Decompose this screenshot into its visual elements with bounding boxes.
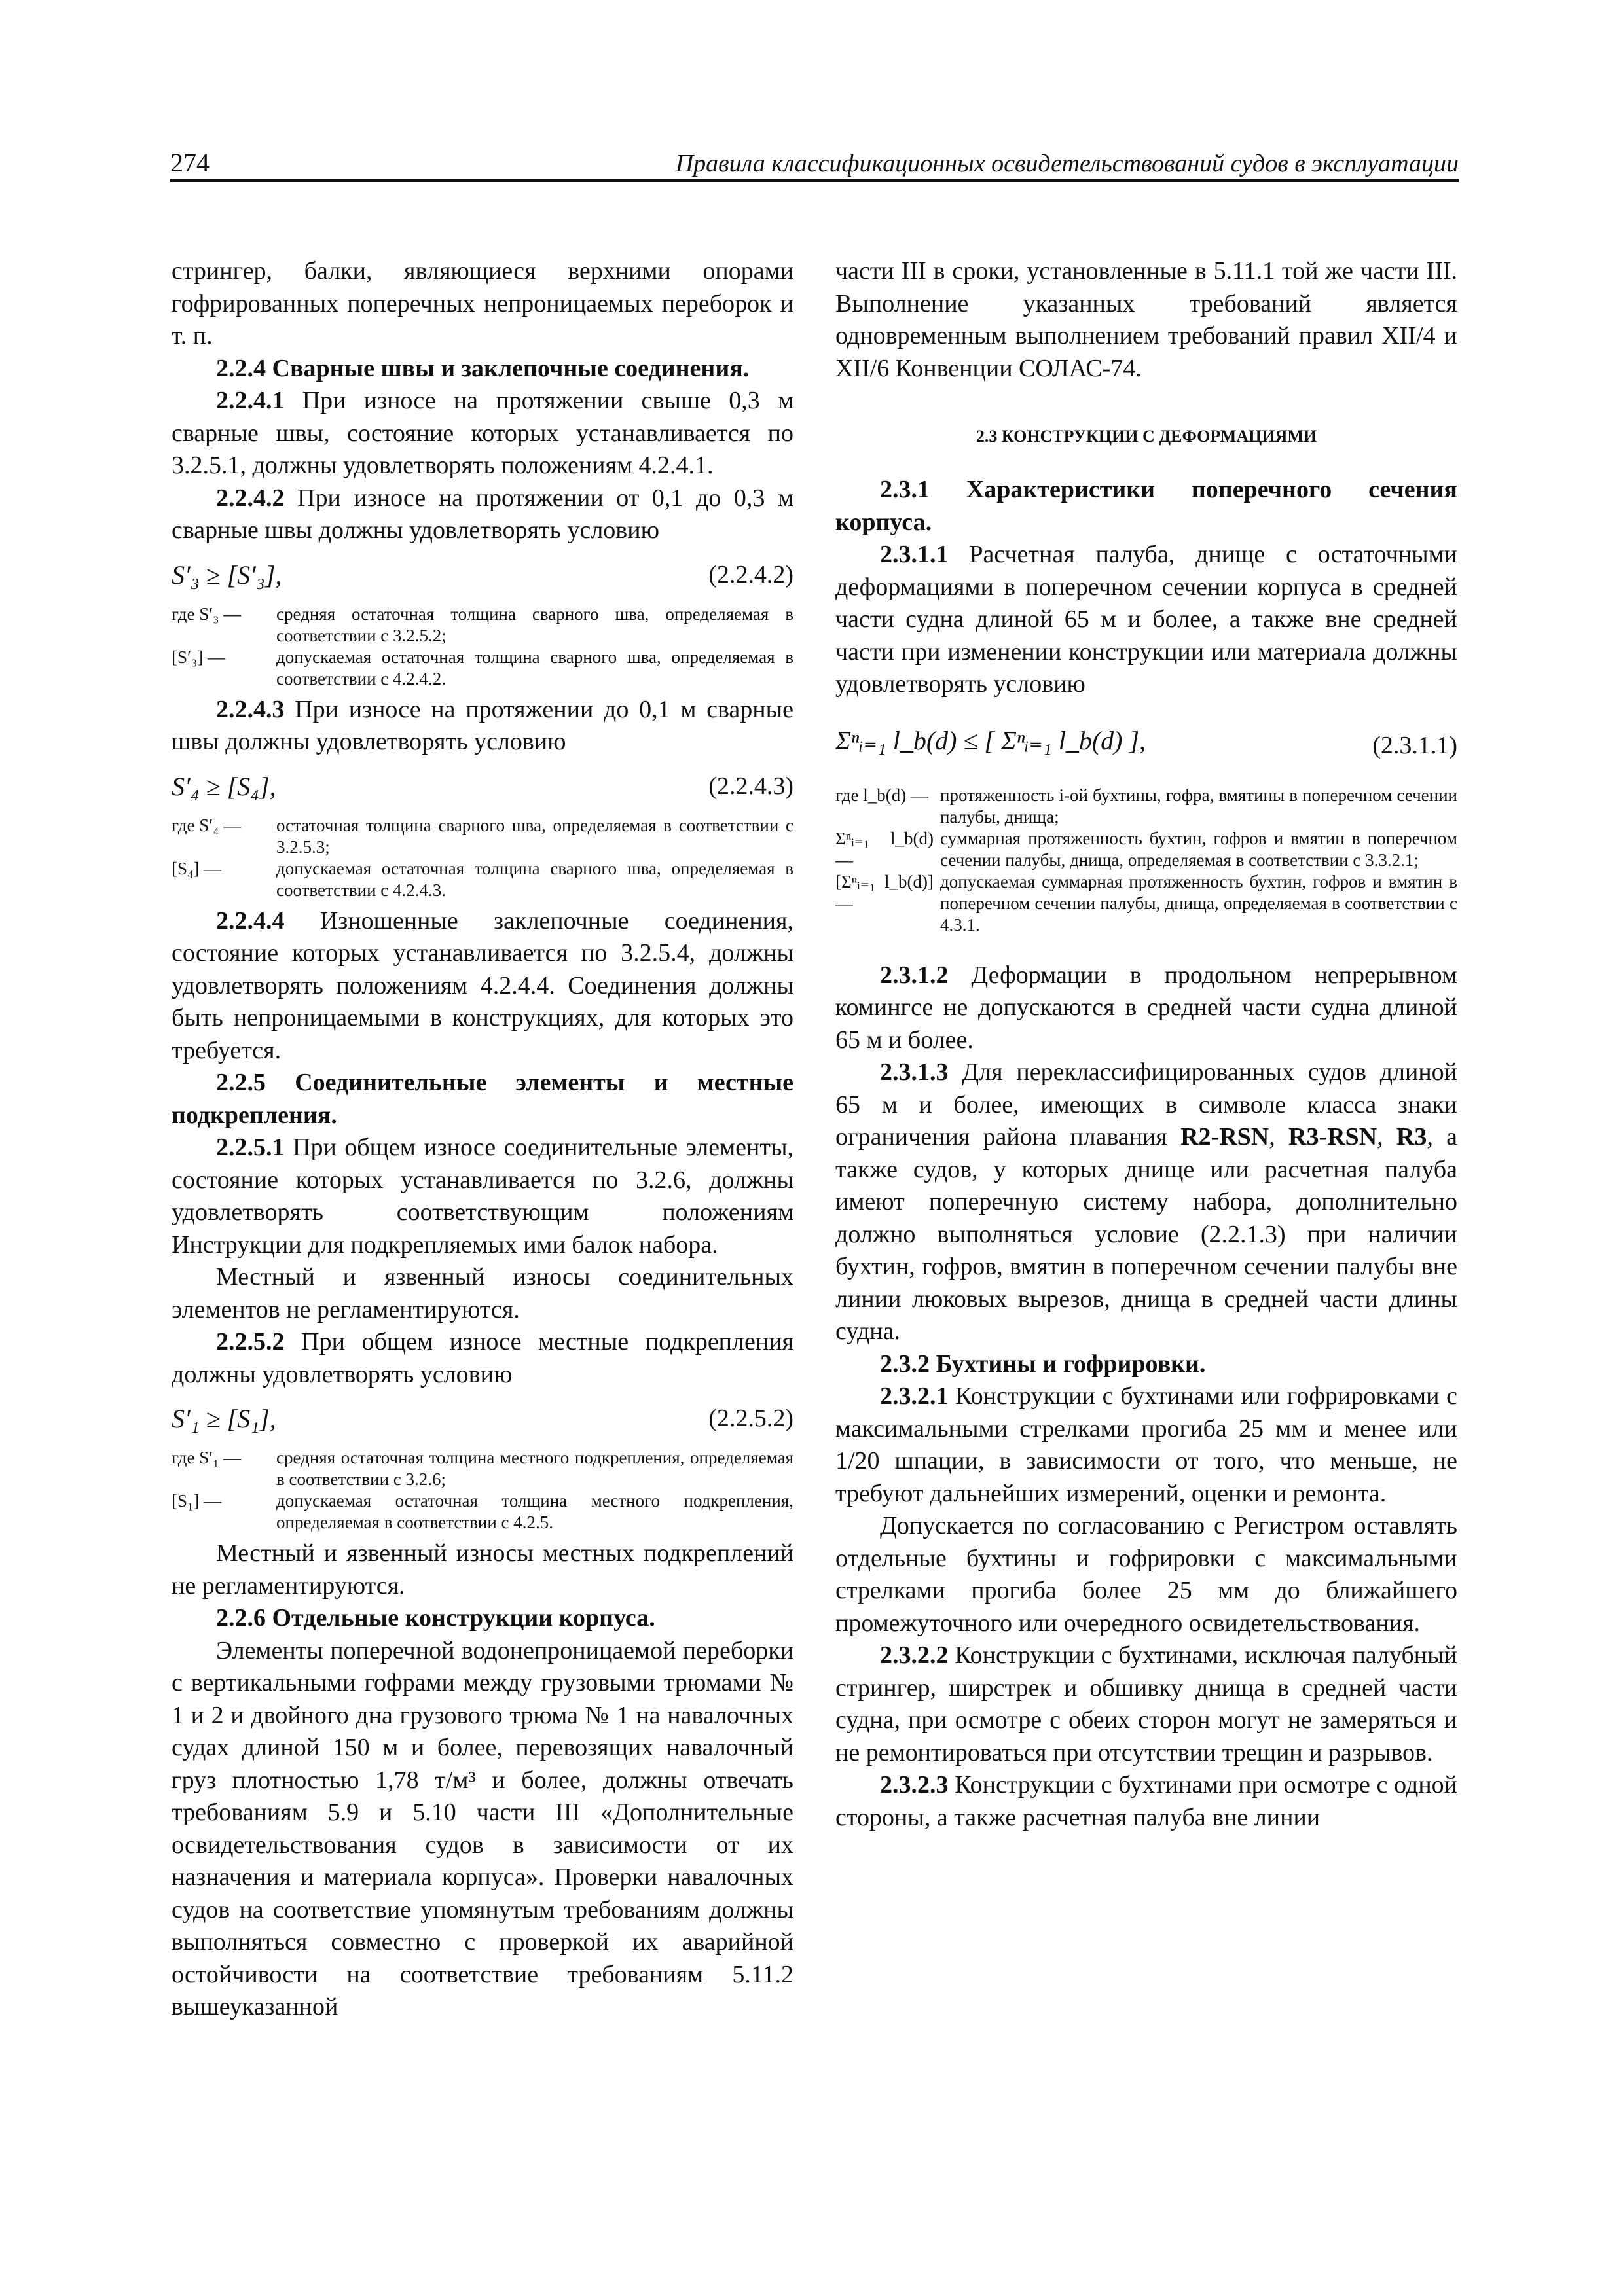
where-text: средняя остаточная толщина сварного шва, определяемая в соответствии с 3.2.5.2; — [276, 603, 793, 645]
where-text: остаточная толщина сварного шва, определяемая в соответствии с 3.2.5.3; — [276, 815, 793, 857]
right-column — [835, 255, 1457, 1834]
paragraph: Допускается по согласованию с Регистром оставлять отдельные бухтины и гофрировки с максимальными стрелками прогиба более 25 мм до ближайшего промежуточного или очередного освидетельствования. — [835, 1512, 1457, 1637]
heading-2-2-4: 2.2.4 Сварные швы и заклепочные соединения. — [216, 354, 750, 382]
where-block — [835, 785, 1457, 936]
where-block — [172, 815, 793, 901]
clause-2-2-4-2: 2.2.4.2 При износе на протяжении от 0,1 до 0,3 м сварные швы должны удовлетворять условию — [172, 484, 794, 544]
paragraph: части III в сроки, установленные в 5.11.1 той же части III. Выполнение указанных требований является одновременным выполнением требований правил XII/4 и XII/6 Конвенции СОЛАС-74. — [835, 257, 1457, 382]
where-symbol: где S′₃ — — [172, 603, 242, 624]
where-symbol: [S₄] — — [172, 858, 222, 878]
paragraph: стрингер, балки, являющиеся верхними опорами гофрированных поперечных непроницаемых переборок и т. п. — [172, 257, 793, 350]
where-text: допускаемая суммарная протяженность бухтин, гофров и вмятин в поперечном сечении палубы, днища, определяемая в соответствии с 4.3.1. — [940, 871, 1457, 935]
where-text: средняя остаточная толщина местного подкрепления, определяемая в соответствии с 3.2.6; — [276, 1448, 793, 1489]
formula-expression: S′₁ ≥ [S₁], — [172, 1404, 276, 1433]
formula-2-2-4-3 — [172, 764, 793, 811]
paragraph: Элементы поперечной водонепроницаемой переборки с вертикальными гофрами между грузовыми трюмами № 1 и 2 и двойного дна грузового трюма № 1 на навалочных судах длиной 150 м и более, перевозящих навалочный груз плотностью 1,78 т/м³ и более, должны отвечать требованиям 5.9 и 5.10 части III «Дополнительные освидетельствования судов в зависимости от их назначения и материала корпуса». Проверки навалочных судов на соответствие упомянутым требованиям должны выполняться совместно с проверкой их аварийной остойчивости на соответствие требованиям 5.11.2 вышеуказанной — [172, 1636, 793, 2020]
running-title: Правила классификационных освидетельствований судов в эксплуатации — [675, 150, 1459, 177]
section-title-2-3: 2.3 КОНСТРУКЦИИ С ДЕФОРМАЦИЯМИ — [976, 427, 1317, 446]
where-symbol: [Σⁿᵢ₌₁ l_b(d)] — — [835, 871, 934, 913]
where-text: суммарная протяженность бухтин, гофров и вмятин в поперечном сечении палубы, днища, определяемая в соответствии с 3.3.2.1; — [940, 828, 1457, 870]
clause-2-3-1-3: 2.3.1.3 Для переклассифицированных судов длиной 65 м и более, имеющих в символе класса знаки ограничения района плавания R2-RSN, R3-RSN, R3, а также судов, у которых днище или расчетная палуба имеют поперечную систему набора, дополнительно должно выполняться условие (2.2.1.3) при наличии бухтин, гофров, вмятин в поперечном сечении палубы вне линии люковых вырезов, днища в средней части длины судна. — [835, 1058, 1458, 1345]
formula-expression: S′₄ ≥ [S₄], — [172, 771, 276, 801]
formula-number: (2.2.5.2) — [708, 1405, 793, 1432]
heading-2-2-6: 2.2.6 Отдельные конструкции корпуса. — [216, 1604, 655, 1632]
paragraph: Местный и язвенный износы местных подкреплений не регламентируются. — [172, 1539, 793, 1600]
clause-2-3-2-3: 2.3.2.3 Конструкции с бухтинами при осмотре с одной стороны, а также расчетная палуба вне линии — [835, 1771, 1458, 1831]
where-text: протяженность i-ой бухтины, гофра, вмятины в поперечном сечении палубы, днища; — [940, 785, 1457, 827]
where-symbol: [S₁] — — [172, 1491, 222, 1511]
paragraph: Местный и язвенный износы соединительных элементов не регламентируются. — [172, 1263, 793, 1323]
page-header — [170, 145, 1459, 182]
header-rule — [170, 179, 1459, 182]
formula-number: (2.3.1.1) — [1372, 731, 1457, 759]
clause-2-2-5-1: 2.2.5.1 При общем износе соединительные элементы, состояние которых устанавливается по 3.2.6, должны удовлетворять соответствующим положениям Инструкции для подкрепляемых ими балок набора. — [172, 1134, 793, 1259]
clause-2-3-2-2: 2.3.2.2 Конструкции с бухтинами, исключая палубный стрингер, ширстрек и обшивку днища в средней части судна, при осмотре с обеих сторон могут не замеряться и не ремонтироваться при отсутствии трещин и разрывов. — [835, 1641, 1458, 1767]
clause-2-2-4-1: 2.2.4.1 При износе на протяжении свыше 0,3 м сварные швы, состояние которых устанавливается по 3.2.5.1, должны удовлетворять положениям 4.2.4.1. — [172, 387, 793, 479]
heading-2-3-2: 2.3.2 Бухтины и гофрировки. — [880, 1350, 1206, 1378]
formula-2-2-4-2 — [172, 552, 793, 600]
formula-expression: Σⁿᵢ₌₁ l_b(d) ≤ [ Σⁿᵢ₌₁ l_b(d) ], — [835, 725, 1146, 755]
where-symbol: где l_b(d) — — [835, 785, 928, 805]
clause-2-2-4-4: 2.2.4.4 Изношенные заклепочные соединения, состояние которых устанавливается по 3.2.5.4, должны удовлетворять положениям 4.2.4.4. Соединения должны быть непроницаемыми в конструкциях, для которых это требуется. — [172, 906, 793, 1064]
clause-2-3-1-1: 2.3.1.1 Расчетная палуба, днище с остаточными деформациями в поперечном сечении корпуса в средней части судна длиной 65 м и более, а также вне средней части при изменении конструкции или материала должны удовлетворять условию — [835, 541, 1457, 698]
clause-2-2-5-2: 2.2.5.2 При общем износе местные подкрепления должны удовлетворять условию — [172, 1328, 793, 1388]
where-symbol: где S′₁ — — [172, 1448, 242, 1467]
where-text: допускаемая остаточная толщина сварного шва, определяемая в соответствии с 4.2.4.3. — [276, 858, 793, 900]
where-block — [172, 1447, 793, 1534]
where-block — [172, 603, 793, 690]
formula-2-2-5-2 — [172, 1396, 793, 1443]
where-text: допускаемая остаточная толщина местного подкрепления, определяемая в соответствии с 4.2.5. — [276, 1491, 793, 1532]
clause-2-3-1-2: 2.3.1.2 Деформации в продольном непрерывном комингсе не допускаются в средней части судна длиной 65 м и более. — [835, 961, 1457, 1054]
where-text: допускаемая остаточная толщина сварного шва, определяемая в соответствии с 4.2.4.2. — [276, 647, 793, 689]
formula-number: (2.2.4.3) — [708, 772, 793, 800]
page-number: 274 — [170, 148, 210, 177]
heading-2-3-1: 2.3.1 Характеристики поперечного сечения корпуса. — [835, 476, 1457, 536]
where-symbol: Σⁿᵢ₌₁ l_b(d) — — [835, 828, 934, 870]
formula-expression: S′₃ ≥ [S′₃], — [172, 560, 282, 590]
where-symbol: [S′₃] — — [172, 647, 226, 667]
clause-2-2-4-3: 2.2.4.3 При износе на протяжении до 0,1 м сварные швы должны удовлетворять условию — [172, 695, 794, 755]
where-symbol: где S′₄ — — [172, 815, 242, 835]
formula-number: (2.2.4.2) — [708, 560, 793, 588]
heading-2-2-5: 2.2.5 Соединительные элементы и местные подкрепления. — [172, 1069, 793, 1129]
formula-2-3-1-1 — [835, 710, 1457, 781]
left-column — [172, 255, 793, 2024]
clause-2-3-2-1: 2.3.2.1 Конструкции с бухтинами или гофрировками с максимальными стрелками прогиба 25 мм и менее или 1/20 шпации, в зависимости от того, что меньше, не требуют дальнейших измерений, оценки и ремонта. — [835, 1382, 1457, 1507]
